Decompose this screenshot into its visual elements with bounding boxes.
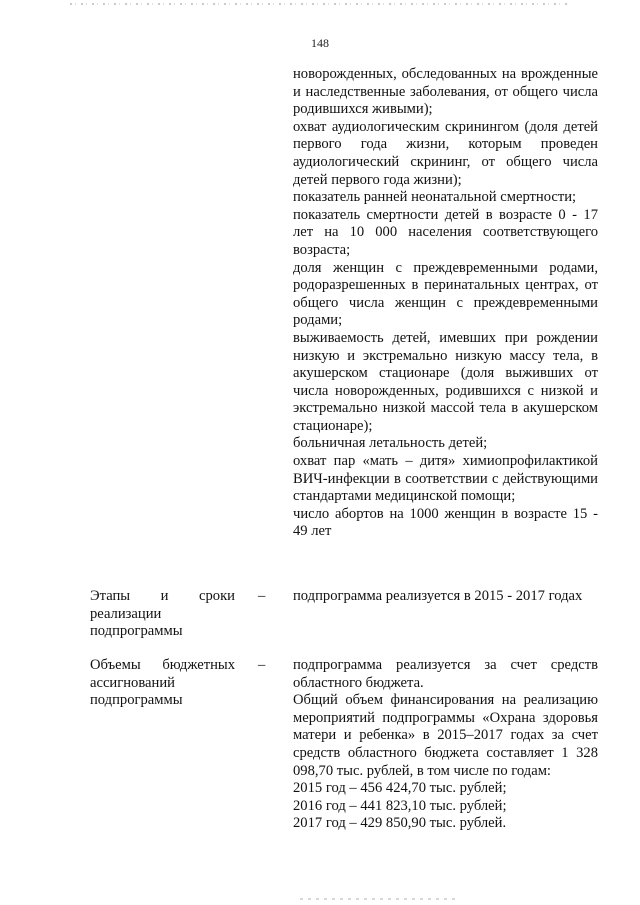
indicator-item: показатель смертности детей в возрасте 0 - 17 лет на 10 000 населения соответствующего возраста; [293,206,598,258]
indicator-item: охват аудиологическим скринингом (доля детей первого года жизни, которым проведен аудиологический скрининг, от общего числа детей первого года жизни); [293,118,598,188]
scan-artifact-top [70,3,570,5]
stages-value: подпрограмма реализуется в 2015 - 2017 годах [293,588,583,604]
budget-year: 2017 год – 429 850,90 тыс. рублей. [293,815,507,832]
budget-dash: – [258,657,266,673]
budget-label: Объемы бюджетных ассигнований подпрограммы [90,657,235,709]
budget-text [293,657,598,833]
indicators-list [293,66,598,541]
indicator-item: больничная летальность детей; [293,435,488,452]
indicator-item: выживаемость детей, имевших при рождении низкую и экстремально низкую массу тела, в акушерском стационаре (доля выживших от числа новорожденных, родившихся с низкой и экстремально низкой массой тела в акушерском стационаре); [293,329,598,434]
indicator-item: показатель ранней неонатальной смертности; [293,189,577,206]
page-number: 148 [311,36,329,50]
budget-year: 2015 год – 456 424,70 тыс. рублей; [293,780,507,797]
indicator-item: охват пар «мать – дитя» химиопрофилактикой ВИЧ-инфекции в соответствии с действующими стандартами медицинской помощи; [293,453,598,505]
indicator-item: число абортов на 1000 женщин в возрасте 15 - 49 лет [293,505,598,540]
indicator-item: доля женщин с преждевременными родами, родоразрешенных в перинатальных центрах, от общего числа женщин с преждевременными родами; [293,259,598,329]
budget-year: 2016 год – 441 823,10 тыс. рублей; [293,797,507,814]
stages-dash: – [258,588,266,604]
scan-artifact-bottom [300,898,460,900]
indicator-item: новорожденных, обследованных на врожденные и наследственные заболевания, от общего числа родившихся живыми); [293,66,598,118]
stages-label: Этапы и сроки реализации подпрограммы [90,588,235,640]
budget-source: подпрограмма реализуется за счет средств областного бюджета. [293,657,598,691]
budget-total: Общий объем финансирования на реализацию мероприятий подпрограммы «Охрана здоровья матери и ребенка» в 2015–2017 годах за счет средств областного бюджета составляет 1 328 098,70 тыс. рублей, в том числе по годам: [293,692,598,779]
